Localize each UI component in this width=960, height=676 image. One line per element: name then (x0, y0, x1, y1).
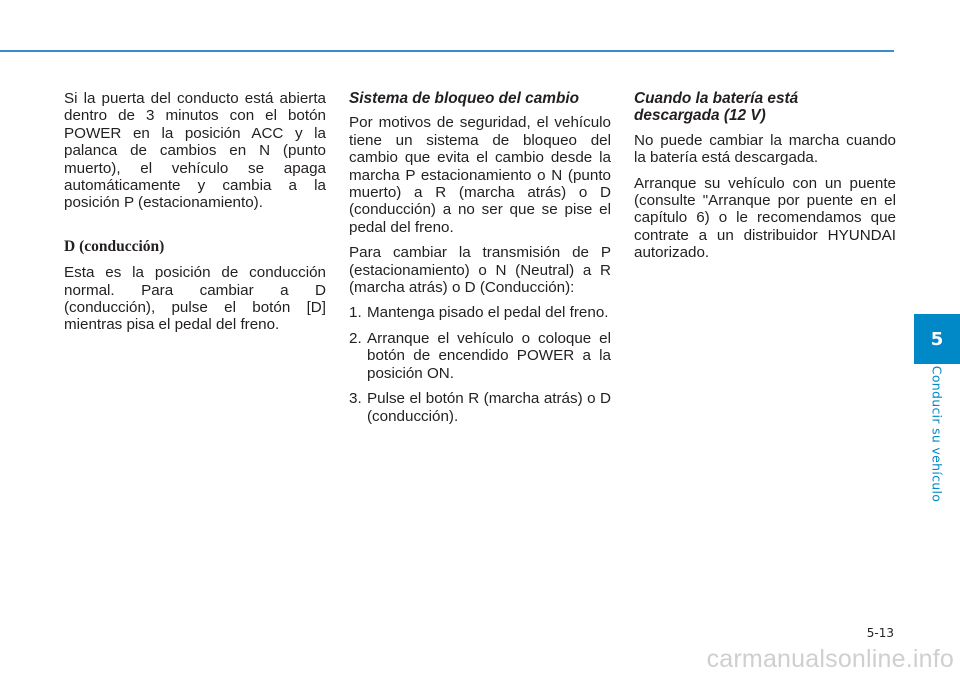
step-number: 3. (349, 390, 362, 408)
drive-paragraph: Esta es la posición de conducción normal. Para cambiar a D (conducción), pulse el botón [D] mientras pisa el pedal del freno. (64, 264, 326, 334)
header-rule (0, 50, 894, 52)
step-text: Pulse el botón R (marcha atrás) o D (conducción). (367, 390, 611, 425)
shift-lock-paragraph: Por motivos de seguridad, el vehículo tiene un sistema de bloqueo del cambio que evita el cambio desde la marcha P estacionamiento o N (punto muerto) a R (marcha atrás) o D (conducción) a no ser que se pise el pedal del freno. (349, 114, 611, 236)
column-right (634, 90, 896, 270)
step-text: Mantenga pisado el pedal del freno. (367, 304, 609, 322)
battery-heading-line1: Cuando la batería está (634, 90, 799, 107)
step-number: 2. (349, 329, 362, 347)
watermark: carmanualsonline.info (706, 645, 954, 673)
battery-heading (634, 90, 896, 125)
list-item (349, 330, 611, 382)
drive-heading: D (conducción) (64, 237, 165, 255)
battery-heading-line2: descargada (12 V) (634, 107, 766, 125)
column-left (64, 90, 326, 342)
shift-instructions-intro: Para cambiar la transmisión de P (estacionamiento) o N (Neutral) a R (marcha atrás) o D (Conducción): (349, 244, 611, 297)
chapter-number-tab: 5 (914, 314, 960, 364)
shift-steps-list (349, 304, 611, 424)
page-number: 5-13 (866, 626, 894, 640)
list-item (349, 304, 611, 321)
step-number: 1. (349, 304, 362, 322)
jump-start-paragraph: Arranque su vehículo con un puente (consulte "Arranque por puente en el capítulo 6) o le recomendamos que contrate a un distribuidor HYUNDAI autorizado. (634, 174, 896, 262)
step-text: Arranque el vehículo o coloque el botón de encendido POWER a la posición ON. (367, 329, 611, 382)
chapter-title-vertical: Conducir su vehículo (929, 365, 945, 503)
list-item (349, 390, 611, 425)
shift-lock-heading: Sistema de bloqueo del cambio (349, 90, 580, 107)
battery-paragraph: No puede cambiar la marcha cuando la batería está descargada. (634, 131, 896, 167)
column-middle (349, 90, 611, 433)
door-open-paragraph: Si la puerta del conducto está abierta dentro de 3 minutos con el botón POWER en la posición ACC y la palanca de cambios en N (punto muerto), el vehículo se apaga automáticamente y cambia a la posición P (estacionamiento). (64, 90, 326, 212)
